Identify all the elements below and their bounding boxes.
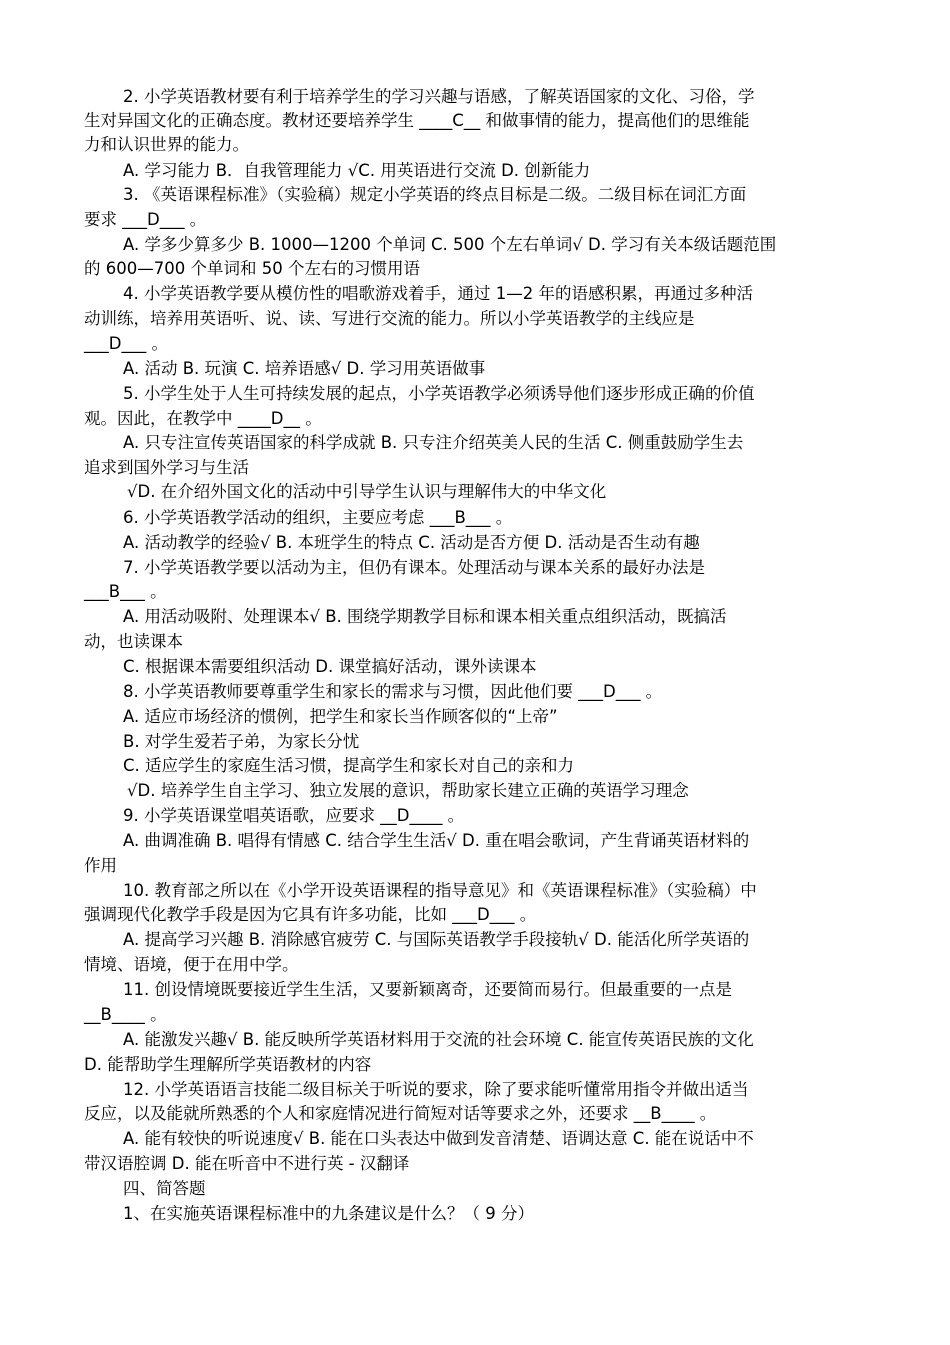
q8-option-a: A. 适应市场经济的惯例，把学生和家长当作顾客似的“上帝”: [123, 707, 558, 726]
q10-line-1: 10. 教育部之所以在《小学开设英语课程的指导意见》和《英语课程标准》（实验稿）中: [123, 881, 757, 900]
q12-options-1: A. 能有较快的听说速度√ B. 能在口头表达中做到发音清楚、语调达意 C. 能在说话中不: [123, 1129, 754, 1148]
q12-line-2: 反应，以及能就所熟悉的个人和家庭情况进行简短对话等要求之外，还要求 __B____ 。: [84, 1104, 717, 1123]
q5-line-2: 观。因此，在教学中 ____D__ 。: [84, 409, 322, 428]
q2-line-2: 生对异国文化的正确态度。教材还要培养学生 ____C__ 和做事情的能力，提高他们的思维能: [84, 111, 750, 130]
q6-line-1: 6. 小学英语教学活动的组织，主要应考虑 ___B___ 。: [123, 508, 513, 527]
short-answer-q1: 1、在实施英语课程标准中的九条建议是什么？（ 9 分）: [123, 1204, 534, 1223]
q5-line-1: 5. 小学生处于人生可持续发展的起点，小学英语教学必须诱导他们逐步形成正确的价值: [123, 384, 755, 403]
q10-options-1: A. 提高学习兴趣 B. 消除感官疲劳 C. 与国际英语教学手段接轨√ D. 能活化所学英语的: [123, 930, 750, 949]
q12-line-1: 12. 小学英语语言技能二级目标关于听说的要求，除了要求能听懂常用指令并做出适当: [123, 1080, 749, 1099]
q4-options: A. 活动 B. 玩演 C. 培养语感√ D. 学习用英语做事: [123, 359, 486, 378]
q9-options-2: 作用: [84, 856, 117, 875]
q7-options-2: 动，也读课本: [84, 632, 183, 651]
q10-line-2: 强调现代化教学手段是因为它具有许多功能，比如 ___D___ 。: [84, 905, 537, 924]
q2-line-1: 2. 小学英语教材要有利于培养学生的学习兴趣与语感，了解英语国家的文化、习俗，学: [123, 87, 755, 106]
q5-options-1: A. 只专注宣传英语国家的科学成就 B. 只专注介绍英美人民的生活 C. 侧重鼓励学生去: [123, 433, 744, 452]
q8-option-b: B. 对学生爱若子弟，为家长分忧: [123, 732, 360, 751]
q8-option-c: C. 适应学生的家庭生活习惯，提高学生和家长对自己的亲和力: [123, 756, 575, 775]
q3-line-1: 3. 《英语课程标准》（实验稿）规定小学英语的终点目标是二级。二级目标在词汇方面: [123, 185, 747, 204]
q11-line-2: __B____ 。: [84, 1005, 167, 1024]
q3-options-1: A. 学多少算多少 B. 1000—1200 个单词 C. 500 个左右单词√ D. 学习有关本级话题范围: [123, 235, 777, 254]
q8-option-d: √D. 培养学生自主学习、独立发展的意识，帮助家长建立正确的英语学习理念: [127, 781, 689, 800]
section-heading: 四、简答题: [123, 1179, 206, 1198]
q3-options-2: 的 600—700 个单词和 50 个左右的习惯用语: [84, 259, 420, 278]
q9-options-1: A. 曲调准确 B. 唱得有情感 C. 结合学生生活√ D. 重在唱会歌词，产生背诵英语材料的: [123, 831, 750, 850]
q4-line-2: 动训练，培养用英语听、说、读、写进行交流的能力。所以小学英语教学的主线应是: [84, 309, 695, 328]
q7-line-1: 7. 小学英语教学要以活动为主，但仍有课本。处理活动与课本关系的最好办法是: [123, 558, 705, 577]
q7-options-1: A. 用活动吸附、处理课本√ B. 围绕学期教学目标和课本相关重点组织活动，既搞活: [123, 607, 727, 626]
q2-line-3: 力和认识世界的能力。: [84, 135, 249, 154]
q5-options-3: √D. 在介绍外国文化的活动中引导学生认识与理解伟大的中华文化: [127, 482, 607, 501]
q11-line-1: 11. 创设情境既要接近学生生活，又要新颖离奇，还要简而易行。但最重要的一点是: [123, 980, 732, 999]
q8-line-1: 8. 小学英语教师要尊重学生和家长的需求与习惯，因此他们要 ___D___ 。: [123, 682, 663, 701]
q11-options-1: A. 能激发兴趣√ B. 能反映所学英语材料用于交流的社会环境 C. 能宣传英语民族的文化: [123, 1030, 754, 1049]
q7-options-3: C. 根据课本需要组织活动 D. 课堂搞好活动，课外读课本: [123, 657, 537, 676]
q3-line-2: 要求 ___D___ 。: [84, 210, 207, 229]
q9-line-1: 9. 小学英语课堂唱英语歌，应要求 __D____ 。: [123, 806, 465, 825]
q7-line-2: ___B___ 。: [84, 582, 167, 601]
q10-options-2: 情境、语境，便于在用中学。: [84, 955, 299, 974]
q4-line-3: ___D___ 。: [84, 334, 168, 353]
q2-options: A. 学习能力 B．自我管理能力 √C. 用英语进行交流 D. 创新能力: [123, 161, 591, 180]
q6-options: A. 活动教学的经验√ B. 本班学生的特点 C. 活动是否方便 D. 活动是否生动有趣: [123, 533, 700, 552]
q11-options-2: D. 能帮助学生理解所学英语教材的内容: [84, 1055, 372, 1074]
q5-options-2: 追求到国外学习与生活: [84, 458, 249, 477]
q12-options-2: 带汉语腔调 D. 能在听音中不进行英 - 汉翻译: [84, 1154, 410, 1173]
q4-line-1: 4. 小学英语教学要从模仿性的唱歌游戏着手，通过 1—2 年的语感积累，再通过多种活: [123, 284, 753, 303]
